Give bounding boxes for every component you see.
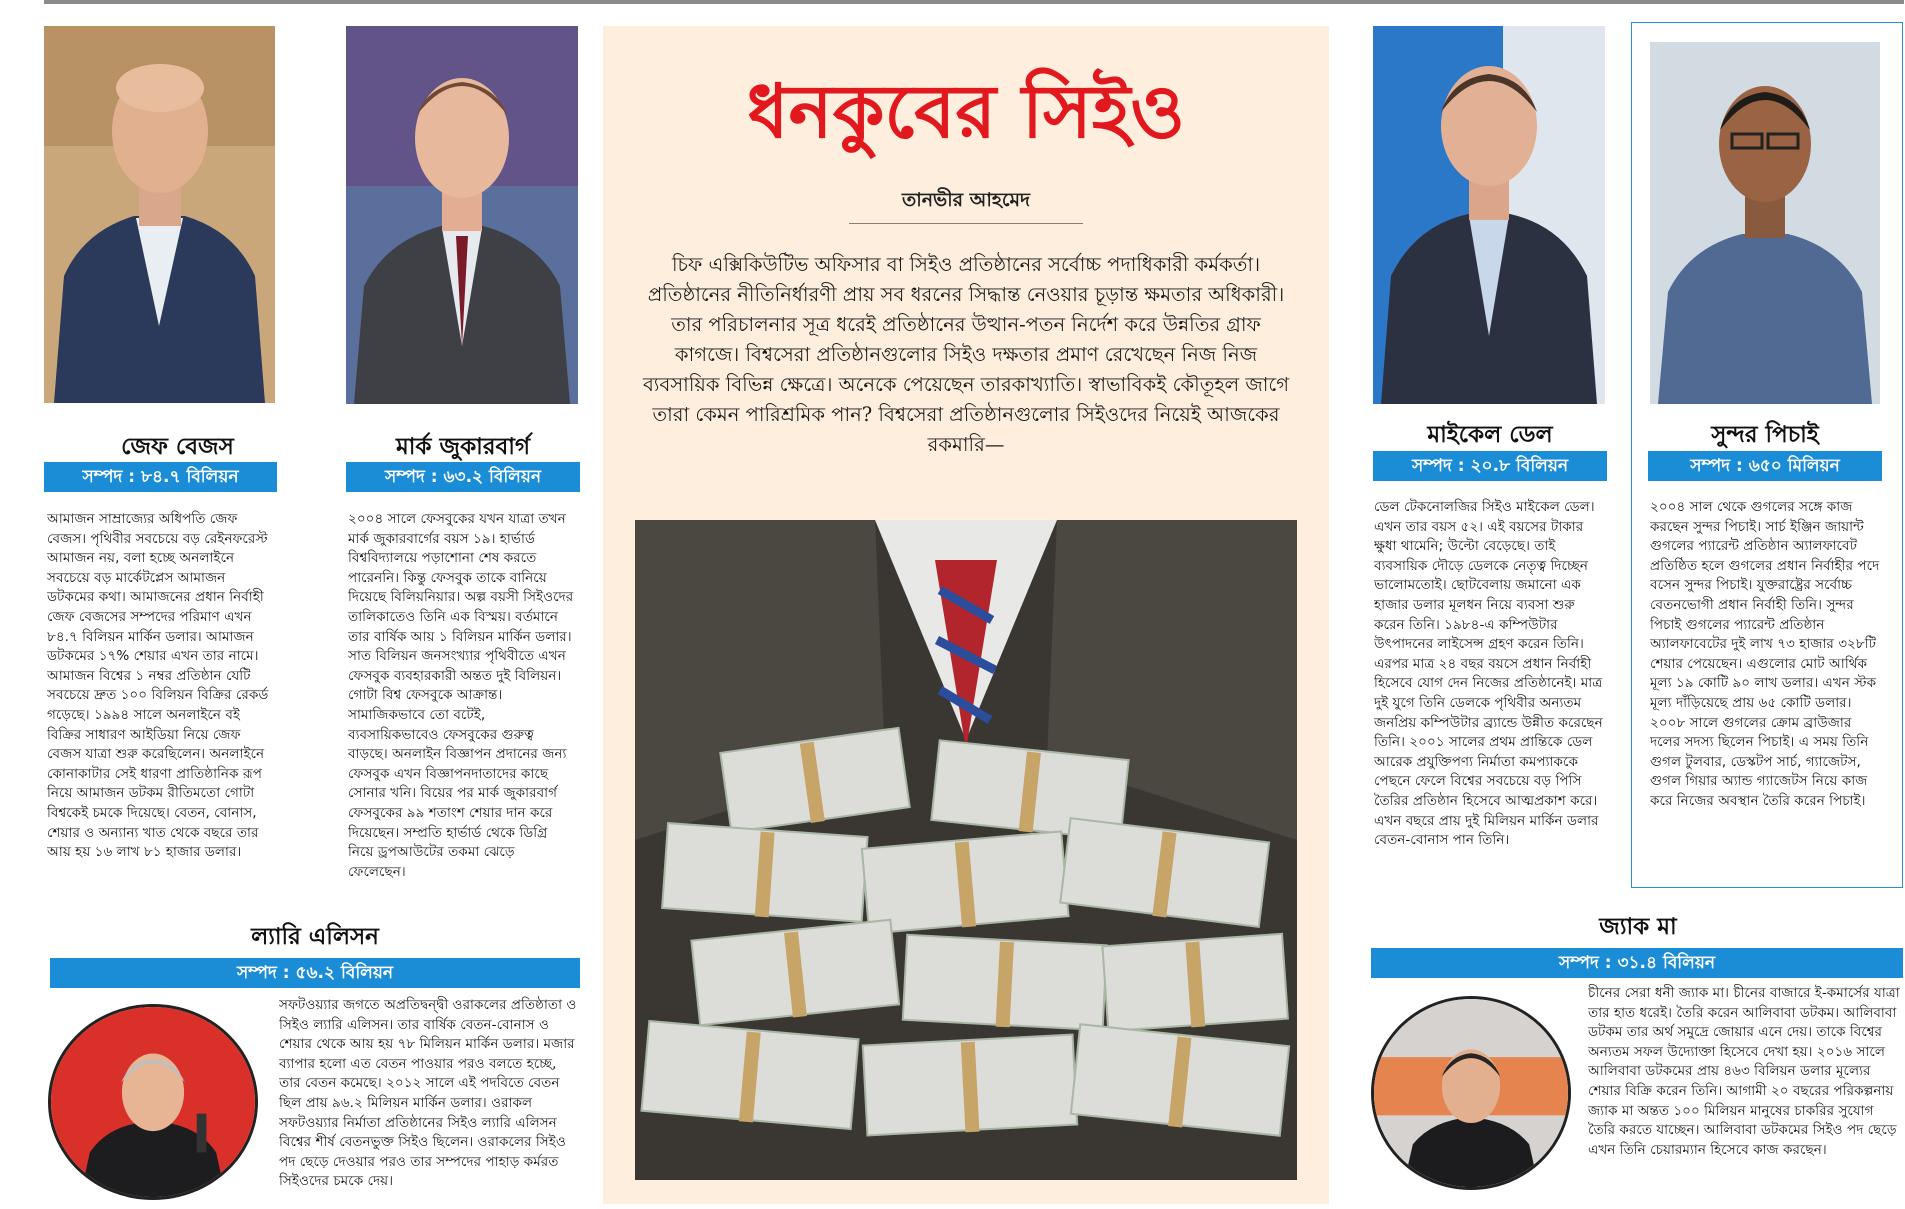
dell-name: মাইকেল ডেল [1427, 421, 1553, 448]
dell-asset-badge: সম্পদ : ২০.৮ বিলিয়ন [1373, 451, 1607, 481]
money-suit-illustration [635, 520, 1297, 1180]
feature-title: ধনকুবের সিইও [747, 69, 1185, 155]
ma-asset-badge: সম্পদ : ৩১.৪ বিলিয়ন [1371, 948, 1903, 978]
pichai-asset-badge: সম্পদ : ৬৫০ মিলিয়ন [1648, 451, 1882, 481]
top-rule [44, 0, 1904, 4]
ellison-name: ল্যারি এলিসন [251, 923, 379, 950]
ellison-asset-badge: সম্পদ : ৫৬.২ বিলিয়ন [50, 958, 580, 988]
feature-panel [603, 26, 1329, 1204]
pichai-photo [1650, 42, 1880, 404]
bezos-name: জেফ বেজস [121, 433, 234, 460]
feature-byline: তানভীর আহমেদ [901, 189, 1031, 211]
dell-photo [1373, 26, 1605, 404]
ma-name: জ্যাক মা [1599, 913, 1677, 940]
ellison-photo [48, 1004, 258, 1200]
dell-article: ডেল টেকনোলজির সিইও মাইকেল ডেল। এখন তার বয়স ৫২। এই বয়সের টাকার ক্ষুধা থামেনি; উল্টো বেড়েছে। তাই ব্যবসায়িক দৌড়ে ডেলকে নেতৃত্ব দিচ্ছেন ভালোমতোই। ছোটবেলায় জমানো এক হাজার ডলার মূলধন নিয়ে ব্যবসা শুরু করেন তিনি। ১৯৮৪-এ কম্পিউটার উৎপাদনের লাইসেন্স গ্রহণ করেন তিনি। এরপর মাত্র ২৪ বছর বয়সে প্রধান নির্বাহী হিসেবে যোগ দেন নিজের প্রতিষ্ঠানেই। মাত্র দুই যুগে তিনি ডেলকে পৃথিবীর অন্যতম জনপ্রিয় কম্পিউটার ব্র্যান্ডে উন্নীত করেছেন তিনি। ২০০১ সালের প্রথম প্রান্তিকে ডেল আরেক প্রযুক্তিপণ্য নির্মাতা কমপ্যাককে পেছনে ফেলে বিশ্বের সবচেয়ে বড় পিসি তৈরির প্রতিষ্ঠান হিসেবে আত্মপ্রকাশ করে। এখন বছরে প্রায় দুই মিলিয়ন মার্কিন ডলার বেতন-বোনাস পান তিনি। [1374, 499, 1603, 849]
zuckerberg-name: মার্ক জুকারবার্গ [395, 433, 531, 460]
zuckerberg-article: ২০০৪ সালে ফেসবুকের যখন যাত্রা তখন মার্ক জুকারবার্গের বয়স ১৯। হার্ভার্ড বিশ্ববিদ্যালয়ে পড়াশোনা শেষ করতে পারেননি। কিন্তু ফেসবুক তাকে বানিয়ে দিয়েছে বিলিয়নিয়ার। অল্প বয়সী সিইওদের তালিকাতেও তিনি এক বিস্ময়। বর্তমানে তার বার্ষিক আয় ১ বিলিয়ন মার্কিন ডলার। সাত বিলিয়ন জনসংখ্যার পৃথিবীতে এখন ফেসবুক ব্যবহারকারী অন্তত দুই বিলিয়ন। গোটা বিশ্ব ফেসবুকে আক্রান্ত। সামাজিকভাবে তো বটেই, ব্যবসায়িকভাবেও ফেসবুকের গুরুত্ব বাড়ছে। অনলাইন বিজ্ঞাপন প্রদানের জন্য ফেসবুক এখন বিজ্ঞাপনদাতাদের কাছে সোনার খনি। বিয়ের পর মার্ক জুকারবার্গ ফেসবুকের ৯৯ শতাংশ শেয়ার দান করে দিয়েছেন। সম্প্রতি হার্ভার্ড থেকে ডিগ্রি নিয়ে ড্রপআউটের তকমা ঝেড়ে ফেলেছেন। [348, 511, 574, 880]
bezos-asset-badge: সম্পদ : ৮৪.৭ বিলিয়ন [44, 462, 277, 492]
ma-photo [1371, 996, 1571, 1190]
ellison-article: সফটওয়্যার জগতে অপ্রতিদ্বন্দ্বী ওরাকলের প্রতিষ্ঠাতা ও সিইও ল্যারি এলিসন। তার বার্ষিক বেতন-বোনাস ও শেয়ার থেকে আয় হয় ৭৮ মিলিয়ন মার্কিন ডলার। মজার ব্যাপার হলো এত বেতন পাওয়ার পরও বলতে হচ্ছে, তার বেতন কমেছে। ২০১২ সালে এই পদবিতে বেতন ছিল প্রায় ৯৬.২ মিলিয়ন মার্কিন ডলার। ওরাকল সফটওয়্যার নির্মাতা প্রতিষ্ঠানের সিইও ল্যারি এলিসন বিশ্বের শীর্ষ বেতনভুক্ত সিইও ছিলেন। ওরাকলের সিইও পদ ছেড়ে দেওয়ার পরও তার সম্পদের পাহাড় কর্মরত সিইওদের চমকে দেয়। [279, 997, 577, 1190]
pichai-name: সুন্দর পিচাই [1711, 421, 1819, 448]
byline-divider [849, 223, 1083, 224]
zuckerberg-asset-badge: সম্পদ : ৬৩.২ বিলিয়ন [346, 462, 580, 492]
bezos-article: আমাজন সাম্রাজ্যের অধিপতি জেফ বেজস। পৃথিবীর সবচেয়ে বড় রেইনফরেস্ট আমাজন নয়, বলা হচ্ছে অনলাইনে সবচেয়ে বড় মার্কেটপ্লেস আমাজন ডটকমের কথা। আমাজনের প্রধান নির্বাহী জেফ বেজসের সম্পদের পরিমাণ এখন ৮৪.৭ বিলিয়ন মার্কিন ডলার। আমাজন ডটকমের ১৭% শেয়ার এখন তার নামে। আমাজন বিশ্বের ১ নম্বর প্রতিষ্ঠান যেটি সবচেয়ে দ্রুত ১০০ বিলিয়ন বিক্রির রেকর্ড গড়েছে। ১৯৯৪ সালে অনলাইনে বই বিক্রির সাধারণ আইডিয়া নিয়ে জেফ বেজস যাত্রা শুরু করেছিলেন। অনলাইনে কোনাকাটার সেই ধারণা প্রাতিষ্ঠানিক রূপ নিয়ে আমাজন ডটকম রীতিমতো গোটা বিশ্বকেই চমকে দিয়েছে। বেতন, বোনাস, শেয়ার ও অন্যান্য খাত থেকে বছরে তার আয় হয় ১৬ লাখ ৮১ হাজার ডলার। [47, 511, 269, 861]
zuckerberg-photo [346, 26, 578, 404]
feature-intro: চিফ এক্সিকিউটিভ অফিসার বা সিইও প্রতিষ্ঠানের সর্বোচ্চ পদাধিকারী কর্মকর্তা। প্রতিষ্ঠানের নীতিনির্ধারণী প্রায় সব ধরনের সিদ্ধান্ত নেওয়ার চূড়ান্ত ক্ষমতার অধিকারী। তার পরিচালনার সূত্র ধরেই প্রতিষ্ঠানের উত্থান-পতন নির্দেশ করে উন্নতির গ্রাফ কাগজে। বিশ্বসেরা প্রতিষ্ঠানগুলোর সিইও দক্ষতার প্রমাণ রেখেছেন নিজ নিজ ব্যবসায়িক বিভিন্ন ক্ষেত্রে। অনেকে পেয়েছেন তারকাখ্যাতি। স্বাভাবিকই কৌতূহল জাগে তারা কেমন পারিশ্রমিক পান? বিশ্বসেরা প্রতিষ্ঠানগুলোর সিইওদের নিয়েই আজকের রকমারি— [642, 253, 1290, 456]
pichai-article: ২০০৪ সাল থেকে গুগলের সঙ্গে কাজ করছেন সুন্দর পিচাই। সার্চ ইঞ্জিন জায়ান্ট গুগলের প্যারেন্ট প্রতিষ্ঠান অ্যালফাবেট প্রতিষ্ঠিত হলে গুগলের প্রধান নির্বাহীর পদে বসেন সুন্দর পিচাই। যুক্তরাষ্ট্রের সর্বোচ্চ বেতনভোগী প্রধান নির্বাহী তিনি। সুন্দর পিচাই গুগলের প্যারেন্ট প্রতিষ্ঠান অ্যালফাবেটের দুই লাখ ৭৩ হাজার ৩২৮টি শেয়ার পেয়েছেন। এগুলোর মোট আর্থিক মূল্য ১৯ কোটি ৯০ লাখ ডলার। এখন স্টক মূল্য দাঁড়িয়েছে প্রায় ৬৫ কোটি ডলার। ২০০৮ সালে গুগলের ক্রোম ব্রাউজার দলের সদস্য ছিলেন পিচাই। এ সময় তিনি গুগল টুলবার, ডেস্কটপ সার্চ, গ্যাজেটস, গুগল গিয়ার অ্যান্ড গ্যাজেটস নিয়ে কাজ করে নিজের অবস্থান তৈরি করেন পিচাই। [1650, 499, 1880, 809]
bezos-photo [44, 26, 275, 403]
ma-article: চীনের সেরা ধনী জ্যাক মা। চীনের বাজারে ই-কমার্সের যাত্রা তার হাত ধরেই। তৈরি করেন আলিবাবা ডটকম। আলিবাবা ডটকম তার অর্থ সমুদ্রে জোয়ার এনে দেয়। তাকে বিশ্বের অন্যতম সফল উদ্যোক্তা হিসেবে দেখা হয়। ২০১৬ সালে আলিবাবা ডটকমের প্রায় ৪৬৩ বিলিয়ন ডলার মূল্যের শেয়ার বিক্রি করেন তিনি। আগামী ২০ বছরের পরিকল্পনায় জ্যাক মা অন্তত ১০০ মিলিয়ন মানুষের চাকরির সুযোগ তৈরি করতে যাচ্ছেন। আলিবাবা ডটকমের সিইও পদ ছেড়ে এখন তিনি চেয়ারম্যান হিসেবে কাজ করছেন। [1588, 985, 1900, 1158]
